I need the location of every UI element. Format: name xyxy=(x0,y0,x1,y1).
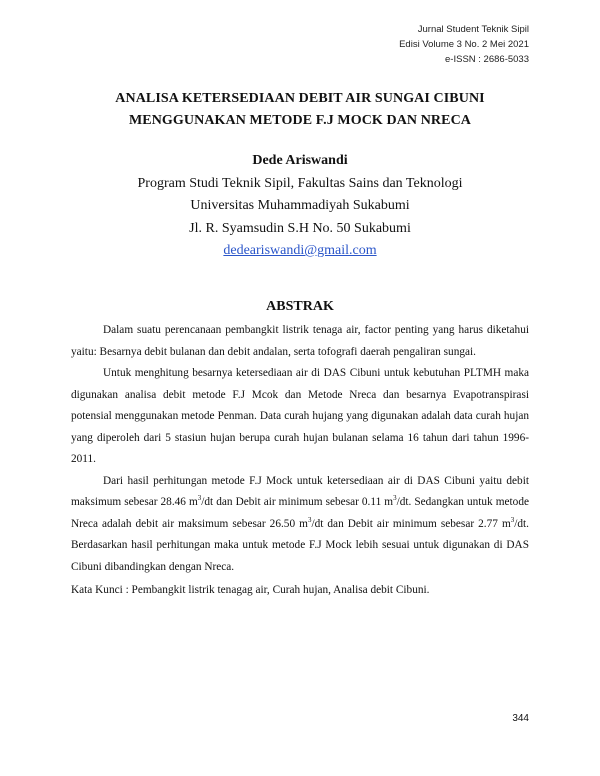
abstract-body xyxy=(71,320,529,578)
title-line-2: MENGGUNAKAN METODE F.J MOCK DAN NRECA xyxy=(128,113,472,128)
page-number: 344 xyxy=(512,713,529,724)
author-address: Jl. R. Syamsudin S.H No. 50 Sukabumi xyxy=(189,220,411,236)
author-program: Program Studi Teknik Sipil, Fakultas Sains dan Teknologi xyxy=(137,175,463,191)
journal-issn: e-ISSN : 2686-5033 xyxy=(445,54,529,65)
paper-title xyxy=(60,88,540,132)
title-line-1: ANALISA KETERSEDIAAN DEBIT AIR SUNGAI CIBUNI xyxy=(115,91,485,106)
journal-edition: Edisi Volume 3 No. 2 Mei 2021 xyxy=(399,39,529,50)
abstract-paragraph-2: Untuk menghitung besarnya ketersediaan air di DAS Cibuni untuk kebutuhan PLTMH maka digunakan analisa debit metode F.J Mcok dan Metode Nreca dan besarnya Evapotranspirasi potensial menggunakan metode Penman. Data curah hujang yang digunakan adalah data curah hujan yang diperoleh dari 5 stasiun hujan berupa curah hujan bulanan selama 16 tahun dari tahun 1996-2011. xyxy=(71,367,529,465)
abstract-heading: ABSTRAK xyxy=(266,299,334,314)
journal-header xyxy=(399,22,529,67)
author-block xyxy=(60,150,540,263)
journal-name: Jurnal Student Teknik Sipil xyxy=(417,24,529,35)
author-email-link[interactable]: dedeariswandi@gmail.com xyxy=(223,243,377,258)
keywords: Kata Kunci : Pembangkit listrik tenagag air, Curah hujan, Analisa debit Cibuni. xyxy=(71,584,430,596)
abstract-paragraph-3: Dari hasil perhitungan metode F.J Mock untuk ketersediaan air di DAS Cibuni yaitu debit maksimum sebesar 28.46 $m^3/dt$ dan Debit air minimum sebesar 0.11 $m^3/dt$. Sedangkan untuk metode Nreca adalah debit air maksimum sebesar 26.50 $m^3/dt$ dan Debit air minimum sebesar 2.77 $m^3/dt$. Berdasarkan hasil perhitungan maka untuk metode F.J Mock lebih sesuai untuk digunakan di DAS Cibuni dibandingkan dengan Nreca. xyxy=(71,474,529,573)
abstract-paragraph-1: Dalam suatu perencanaan pembangkit listrik tenaga air, factor penting yang harus diketahui yaitu: Besarnya debit bulanan dan debit andalan, serta tofografi daerah pengaliran sungai. xyxy=(71,324,529,358)
author-name: Dede Ariswandi xyxy=(252,153,348,168)
author-university: Universitas Muhammadiyah Sukabumi xyxy=(190,198,410,213)
